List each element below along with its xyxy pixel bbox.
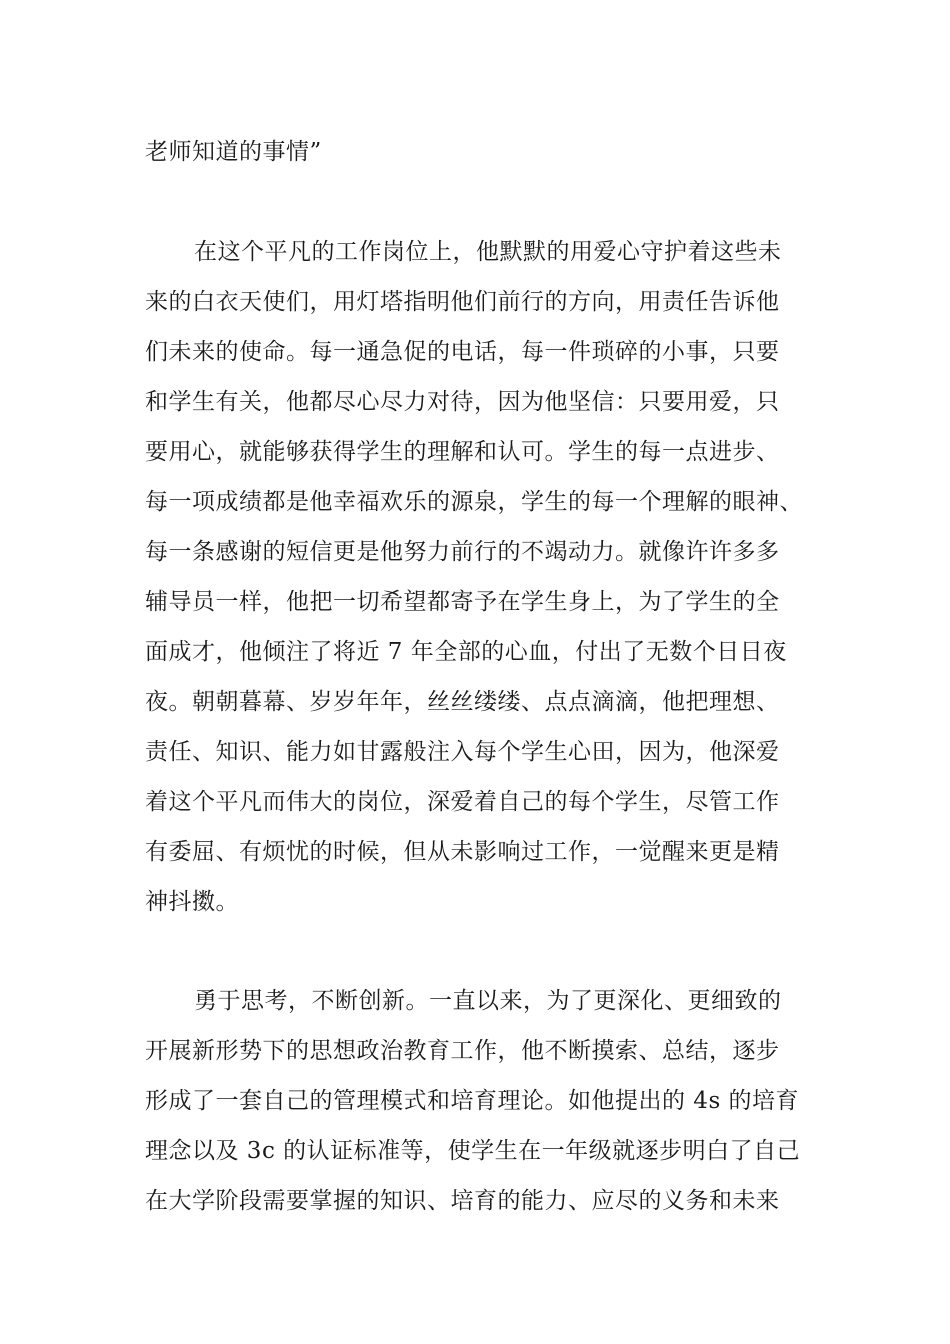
- text-line: 每一项成绩都是他幸福欢乐的源泉，学生的每一个理解的眼神、: [145, 489, 803, 515]
- text-line: 每一条感谢的短信更是他努力前行的不竭动力。就像许许多多: [145, 539, 780, 565]
- text-line: 责任、知识、能力如甘露般注入每个学生心田，因为，他深爱: [145, 739, 780, 765]
- text-line: 和学生有关，他都尽心尽力对待，因为他坚信：只要用爱，只: [145, 389, 780, 415]
- text-line: 来的白衣天使们，用灯塔指明他们前行的方向，用责任告诉他: [145, 289, 780, 315]
- text-line: 辅导员一样，他把一切希望都寄予在学生身上，为了学生的全: [145, 589, 780, 615]
- text-line: 们未来的使命。每一通急促的电话，每一件琐碎的小事，只要: [145, 339, 780, 365]
- text-line: 面成才，他倾注了将近 7 年全部的心血，付出了无数个日日夜: [145, 639, 787, 665]
- text-line: 在大学阶段需要掌握的知识、培育的能力、应尽的义务和未来: [145, 1188, 780, 1214]
- text-line: 夜。朝朝暮幕、岁岁年年，丝丝缕缕、点点滴滴，他把理想、: [145, 689, 780, 715]
- text-line: 理念以及 3c 的认证标准等，使学生在一年级就逐步明白了自己: [145, 1138, 801, 1164]
- text-line: 神抖擞。: [145, 889, 239, 915]
- paragraph-first-line: 勇于思考，不断创新。一直以来，为了更深化、更细致的: [194, 988, 782, 1014]
- text-line: 形成了一套自己的管理模式和培育理论。如他提出的 4s 的培育: [145, 1088, 800, 1114]
- paragraph-first-line: 在这个平凡的工作岗位上，他默默的用爱心守护着这些未: [194, 239, 782, 265]
- text-line: 老师知道的事情”: [145, 139, 322, 165]
- text-line: 要用心，就能够获得学生的理解和认可。学生的每一点进步、: [145, 439, 780, 465]
- text-line: 有委屈、有烦忧的时候，但从未影响过工作，一觉醒来更是精: [145, 839, 780, 865]
- text-line: 开展新形势下的思想政治教育工作，他不断摸索、总结，逐步: [145, 1038, 780, 1064]
- text-line: 着这个平凡而伟大的岗位，深爱着自己的每个学生，尽管工作: [145, 789, 780, 815]
